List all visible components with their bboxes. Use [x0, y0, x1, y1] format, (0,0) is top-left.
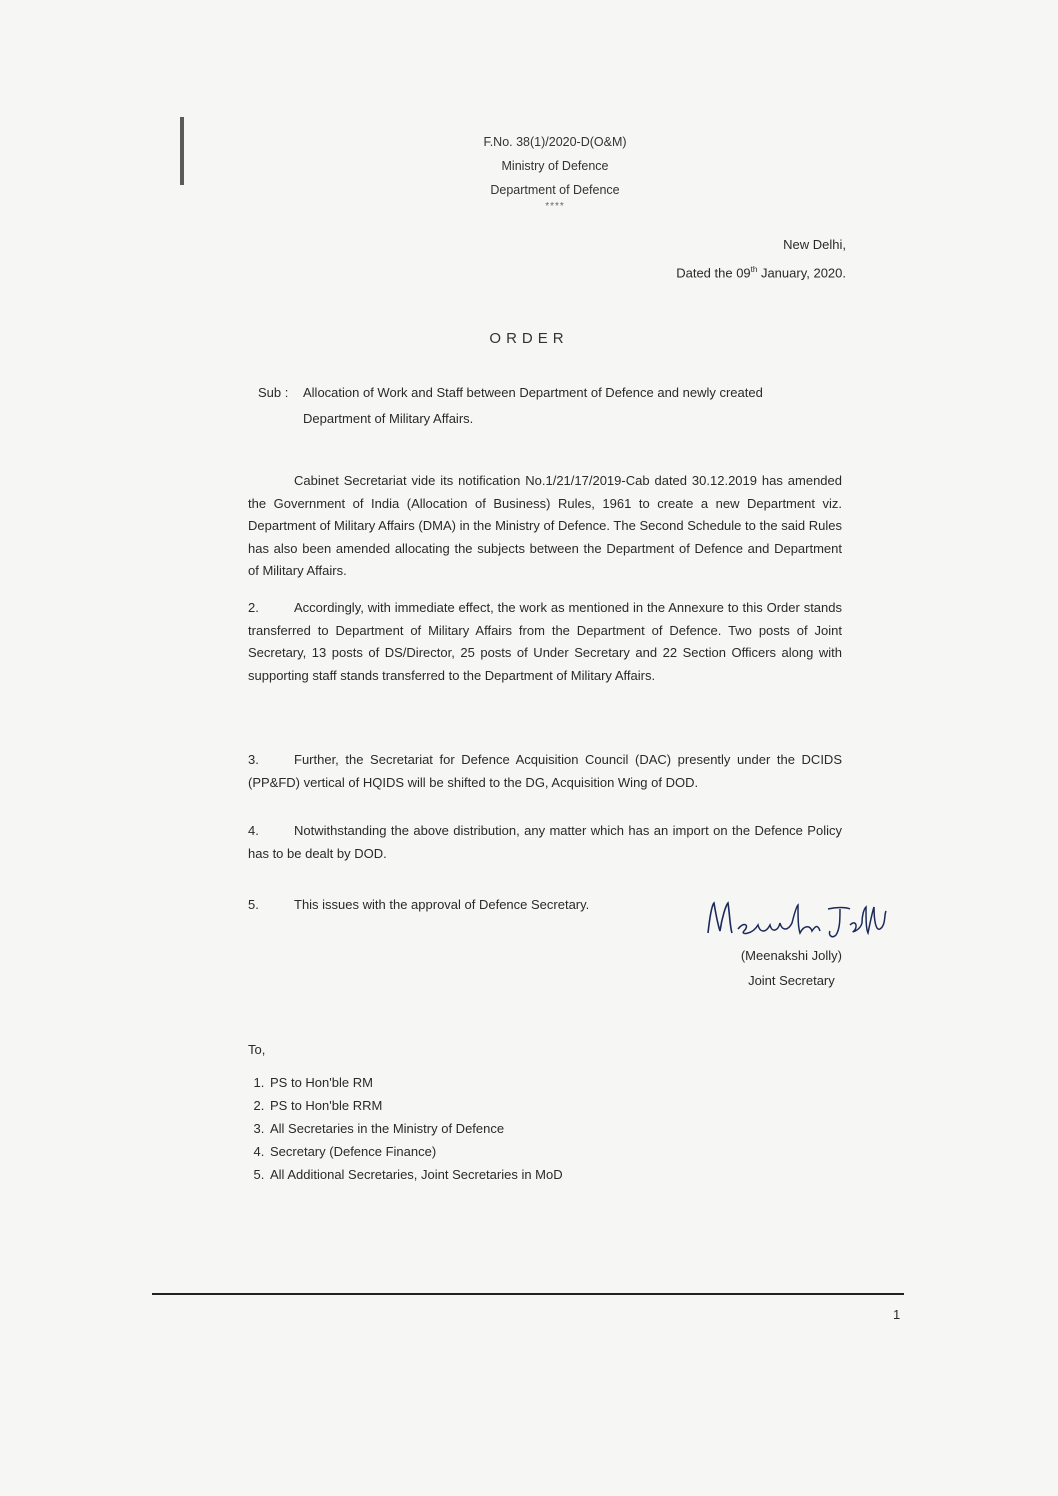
- footer-divider: [152, 1293, 904, 1295]
- department-name: Department of Defence: [490, 183, 620, 197]
- subject-line: [258, 380, 848, 432]
- subject-label: Sub :: [258, 385, 289, 400]
- paragraph-4: [248, 820, 842, 865]
- list-item: 2. PS to Hon'ble RRM: [268, 1094, 563, 1117]
- distribution-to-label: To,: [248, 1042, 266, 1057]
- paragraph-number: 5.: [248, 897, 259, 912]
- paragraph-2: [248, 597, 842, 687]
- paragraph-number: 2.: [248, 600, 259, 615]
- ministry-name: Ministry of Defence: [501, 159, 609, 173]
- handwritten-signature: [700, 895, 890, 945]
- header-separator: ****: [545, 201, 565, 212]
- list-item: 4. Secretary (Defence Finance): [268, 1140, 563, 1163]
- paragraph-text: Further, the Secretariat for Defence Acquisition Council (DAC) presently under the DCIDS (PP&FD) vertical of HQIDS will be shifted to the DG, Acquisition Wing of DOD.: [248, 752, 842, 790]
- list-item: 5. All Additional Secretaries, Joint Secretaries in MoD: [268, 1163, 563, 1186]
- place: New Delhi,: [783, 237, 846, 252]
- order-title: ORDER: [489, 330, 569, 347]
- subject-text-line1: Allocation of Work and Staff between Department of Defence and newly created: [303, 385, 763, 400]
- date: Dated the 09th January, 2020.: [676, 265, 846, 281]
- distribution-list: [248, 1071, 563, 1186]
- paragraph-3: [248, 749, 842, 794]
- signatory-designation: Joint Secretary: [748, 973, 835, 988]
- list-item: 3. All Secretaries in the Ministry of Defence: [268, 1117, 563, 1140]
- subject-text-line2: Department of Military Affairs.: [303, 411, 474, 426]
- paragraph-text: This issues with the approval of Defence Secretary.: [294, 897, 590, 912]
- file-number: F.No. 38(1)/2020-D(O&M): [483, 135, 627, 149]
- page-number: 1: [893, 1307, 901, 1322]
- paragraph-1: Cabinet Secretariat vide its notification No.1/21/17/2019-Cab dated 30.12.2019 has amended the Government of India (Allocation of Business) Rules, 1961 to create a new Department viz. Department of Military Affairs (DMA) in the Ministry of Defence. The Second Schedule to the said Rules has also been amended allocating the subjects between the Department of Defence and Department of Military Affairs.: [248, 473, 842, 578]
- paragraph-number: 3.: [248, 752, 259, 767]
- paragraph-number: 4.: [248, 823, 259, 838]
- place-date-block: [676, 232, 846, 285]
- list-item: 1. PS to Hon'ble RM: [268, 1071, 563, 1094]
- signatory-name: (Meenakshi Jolly): [740, 948, 842, 963]
- signatory-block: [741, 943, 842, 993]
- paragraph-text: Accordingly, with immediate effect, the work as mentioned in the Annexure to this Order stands transferred to Department of Military Affairs from the Department of Defence. Two posts of Joint Secretary, 13 posts of DS/Director, 25 posts of Under Secretary and 22 Section Officers along with supporting staff stands transferred to the Department of Military Affairs.: [248, 600, 842, 683]
- document-header: [470, 130, 640, 212]
- paragraph-text: Notwithstanding the above distribution, any matter which has an import on the Defence Policy has to be dealt by DOD.: [248, 823, 842, 861]
- binding-mark: [180, 117, 184, 185]
